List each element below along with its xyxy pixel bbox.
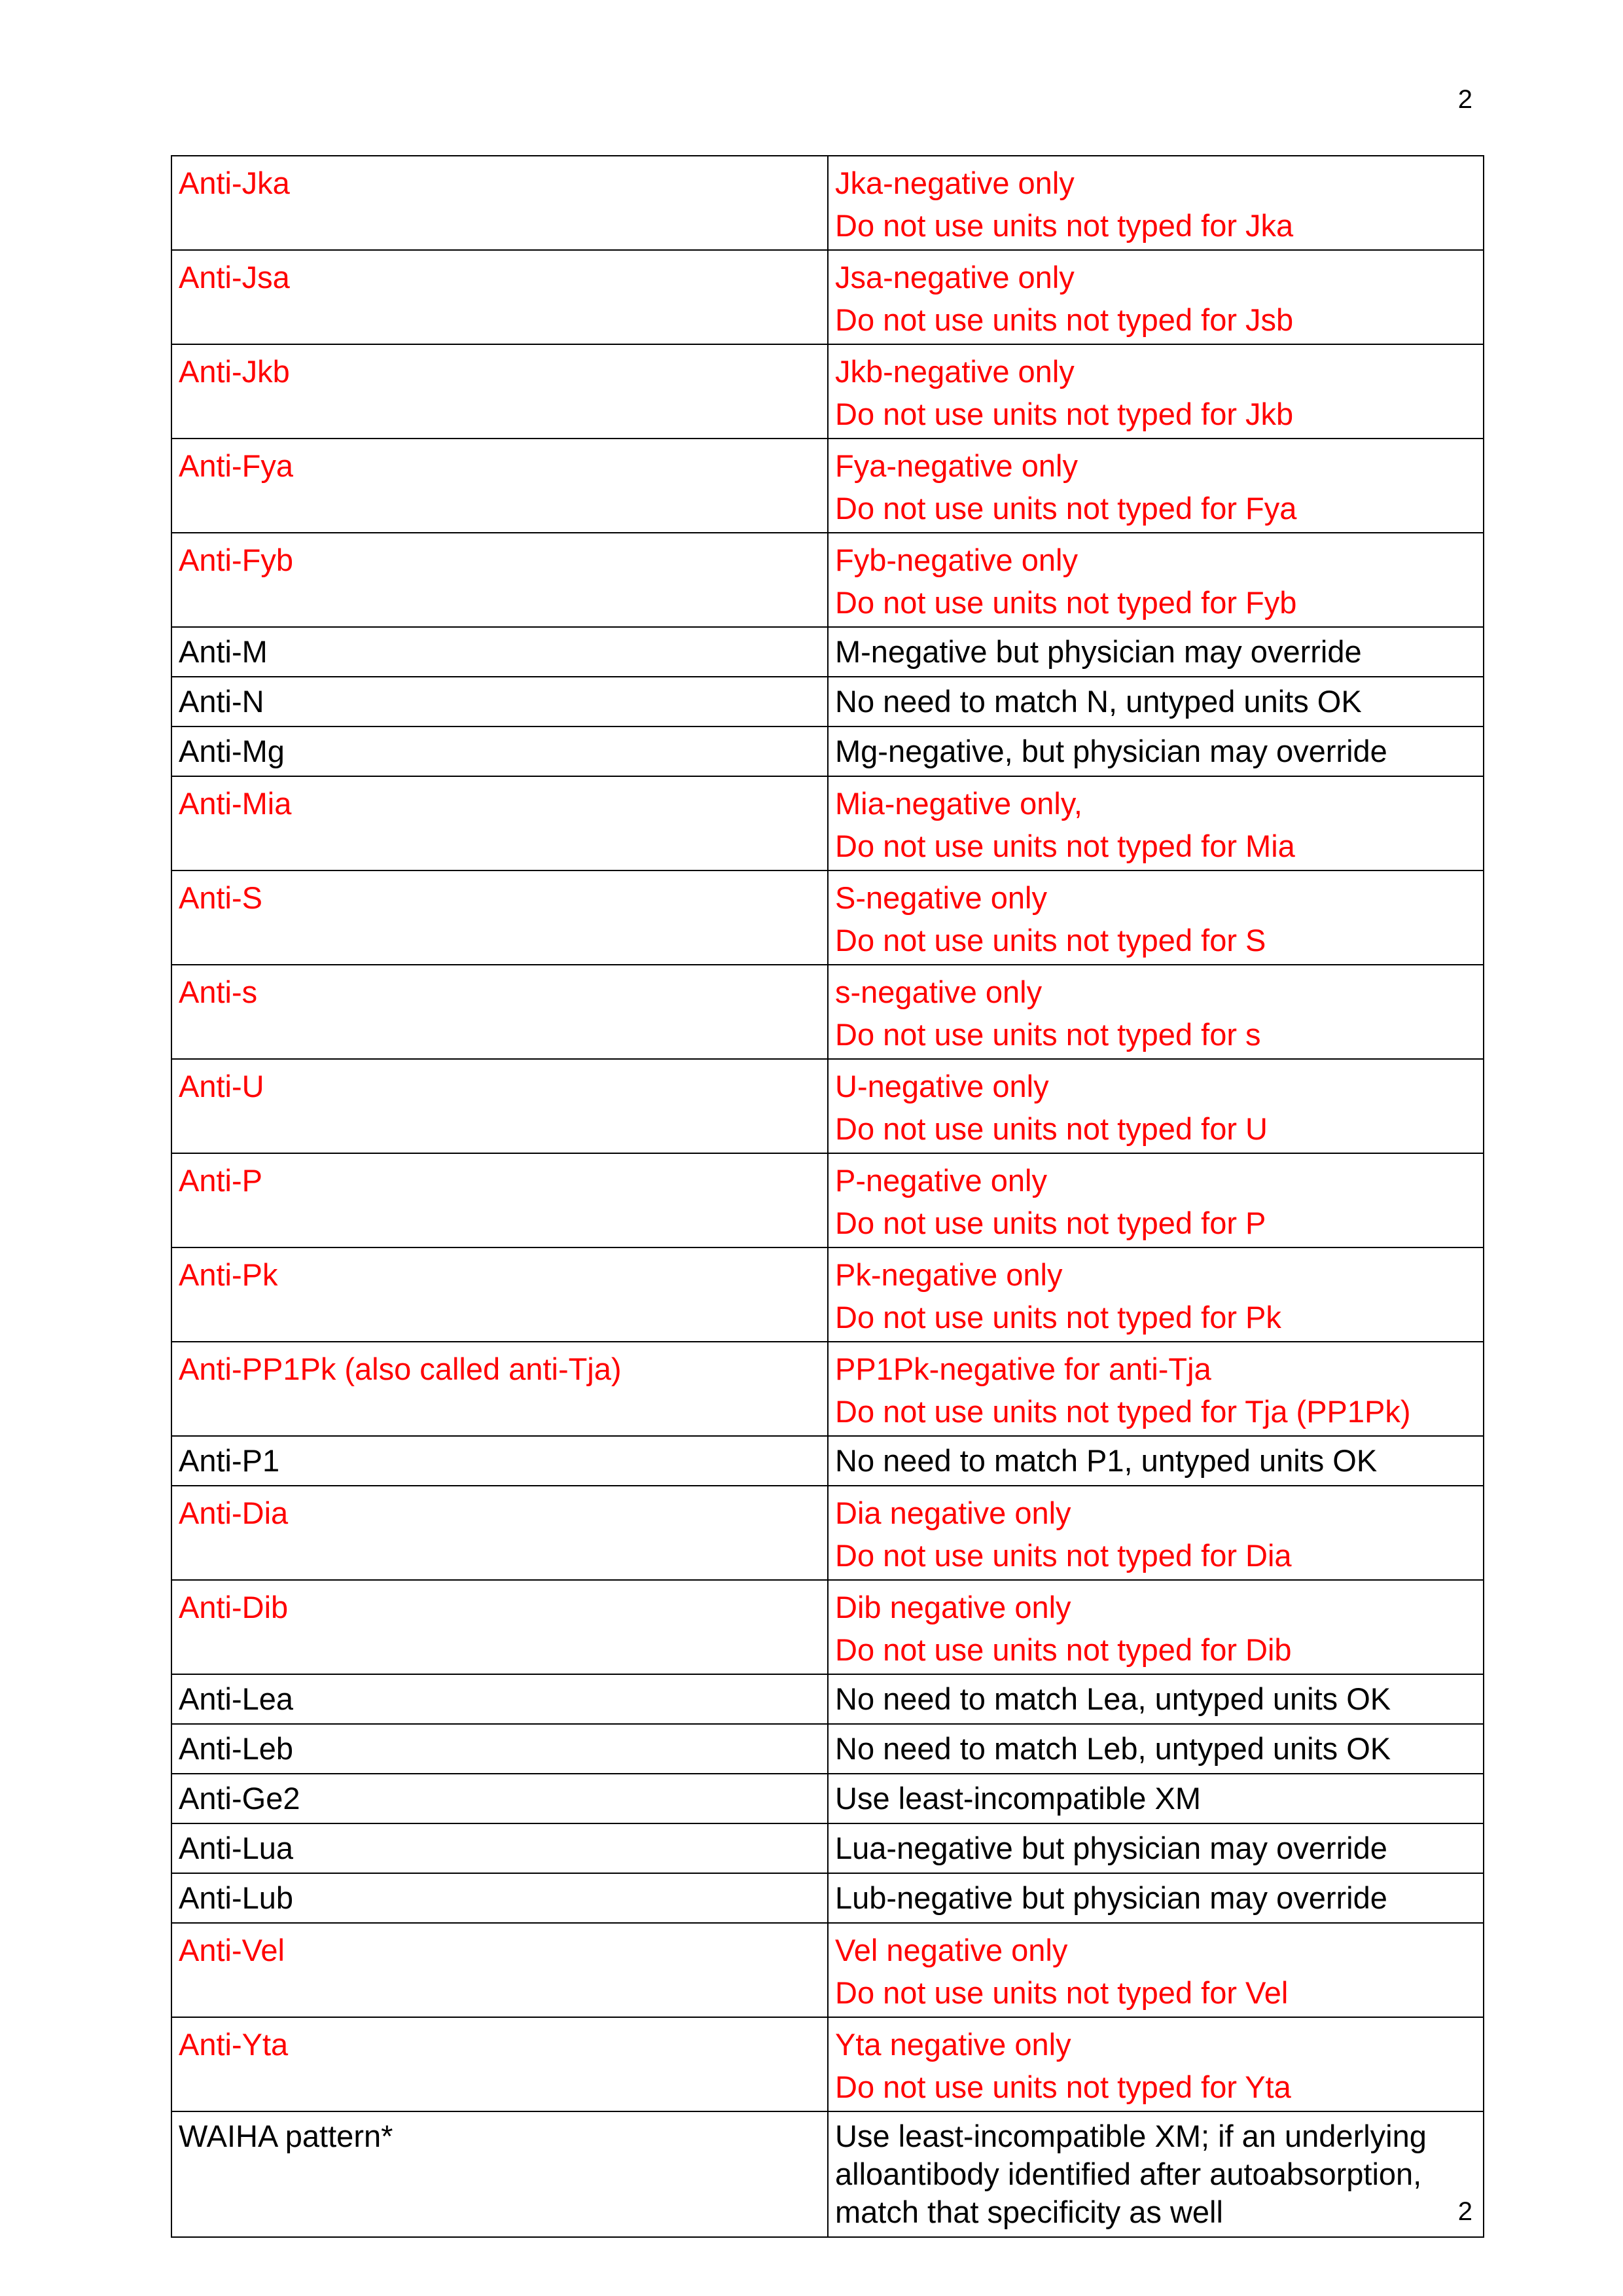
antibody-cell: [171, 726, 828, 776]
table-row: [171, 1486, 1484, 1580]
requirement-cell: [828, 726, 1484, 776]
table-row: [171, 1823, 1484, 1873]
antibody-cell: [171, 533, 828, 627]
antibody-name: Anti-Fyb: [179, 543, 293, 577]
requirement-cell: [828, 965, 1484, 1059]
requirement-cell: [828, 677, 1484, 726]
requirement-line: Dib negative only: [835, 1590, 1071, 1624]
requirement-line: match that specificity as well: [835, 2195, 1223, 2229]
requirement-line: Mia-negative only,: [835, 786, 1082, 821]
table-row: [171, 1923, 1484, 2017]
requirement-line: Jsa-negative only: [835, 260, 1075, 295]
requirement-line: Use least-incompatible XM: [835, 1781, 1201, 1816]
table-row: [171, 250, 1484, 344]
antibody-cell: [171, 965, 828, 1059]
requirement-line: PP1Pk-negative for anti-Tja: [835, 1352, 1211, 1386]
antibody-name: Anti-N: [179, 684, 264, 719]
antibody-name: WAIHA pattern*: [179, 2119, 393, 2153]
table-row: [171, 1674, 1484, 1724]
requirement-cell: [828, 1724, 1484, 1774]
requirement-cell: [828, 1247, 1484, 1342]
antibody-cell: [171, 344, 828, 439]
antibody-cell: [171, 627, 828, 677]
antibody-name: Anti-Lea: [179, 1681, 294, 1716]
antibody-cell: [171, 677, 828, 726]
antibody-cell: [171, 156, 828, 250]
antibody-name: Anti-P: [179, 1163, 262, 1198]
table-row: [171, 1580, 1484, 1674]
requirement-line: M-negative but physician may override: [835, 634, 1362, 669]
antibody-cell: [171, 2017, 828, 2111]
antibody-name: Anti-U: [179, 1069, 264, 1103]
antibody-cell: [171, 1342, 828, 1436]
requirement-line: No need to match N, untyped units OK: [835, 684, 1362, 719]
requirement-cell: [828, 1873, 1484, 1923]
table-row: [171, 627, 1484, 677]
table-row: [171, 533, 1484, 627]
requirement-cell: [828, 627, 1484, 677]
table-row: [171, 1873, 1484, 1923]
requirement-cell: [828, 1486, 1484, 1580]
antibody-name: Anti-Vel: [179, 1933, 285, 1967]
requirement-cell: [828, 776, 1484, 870]
antibody-name: Anti-Mg: [179, 734, 285, 768]
table-row: [171, 1342, 1484, 1436]
requirement-line: Do not use units not typed for Vel: [835, 1975, 1289, 2010]
requirement-cell: [828, 1342, 1484, 1436]
antibody-cell: [171, 1580, 828, 1674]
requirement-line: Use least-incompatible XM; if an underlying: [835, 2119, 1427, 2153]
antibody-name: Anti-s: [179, 975, 258, 1009]
antibody-name: Anti-S: [179, 880, 262, 915]
requirement-line: Do not use units not typed for S: [835, 923, 1266, 958]
requirement-line: P-negative only: [835, 1163, 1047, 1198]
requirement-line: Do not use units not typed for Jka: [835, 208, 1294, 243]
antibody-cell: [171, 1059, 828, 1153]
table-row: [171, 726, 1484, 776]
antibody-cell: [171, 1153, 828, 1247]
requirement-line: U-negative only: [835, 1069, 1049, 1103]
antibody-cell: [171, 1873, 828, 1923]
antibody-name: Anti-PP1Pk (also called anti-Tja): [179, 1352, 622, 1386]
page-number-top: 2: [1457, 85, 1472, 114]
requirement-line: Fyb-negative only: [835, 543, 1078, 577]
antibody-name: Anti-Leb: [179, 1731, 294, 1766]
antibody-cell: [171, 1436, 828, 1486]
requirement-line: No need to match Lea, untyped units OK: [835, 1681, 1391, 1716]
requirement-line: No need to match Leb, untyped units OK: [835, 1731, 1391, 1766]
antibody-name: Anti-Ge2: [179, 1781, 300, 1816]
requirement-cell: [828, 1923, 1484, 2017]
requirement-line: Fya-negative only: [835, 448, 1078, 483]
requirement-cell: [828, 1059, 1484, 1153]
table-row: [171, 344, 1484, 439]
antibody-cell: [171, 1923, 828, 2017]
requirement-line: Lub-negative but physician may override: [835, 1880, 1387, 1915]
requirement-cell: [828, 250, 1484, 344]
antibody-name: Anti-M: [179, 634, 268, 669]
antibody-name: Anti-Pk: [179, 1257, 278, 1292]
requirement-line: Do not use units not typed for U: [835, 1111, 1268, 1146]
table-row: [171, 965, 1484, 1059]
antibody-cell: [171, 1674, 828, 1724]
requirement-cell: [828, 533, 1484, 627]
antibody-cell: [171, 2111, 828, 2237]
table-row: [171, 156, 1484, 250]
antibody-name: Anti-Dib: [179, 1590, 289, 1624]
requirement-cell: [828, 1774, 1484, 1823]
requirement-line: Do not use units not typed for Fyb: [835, 585, 1297, 620]
requirement-line: Do not use units not typed for Yta: [835, 2070, 1291, 2104]
requirement-line: Jka-negative only: [835, 166, 1075, 200]
requirement-line: Do not use units not typed for Tja (PP1Pk): [835, 1394, 1411, 1429]
antibody-cell: [171, 1774, 828, 1823]
requirement-line: Do not use units not typed for P: [835, 1206, 1266, 1240]
table-row: [171, 776, 1484, 870]
table-row: [171, 1247, 1484, 1342]
requirement-line: Do not use units not typed for s: [835, 1017, 1261, 1052]
requirement-line: alloantibody identified after autoabsorption,: [835, 2157, 1422, 2191]
antibody-name: Anti-Jsa: [179, 260, 290, 295]
requirement-line: Do not use units not typed for Fya: [835, 491, 1297, 526]
antibody-requirements-table: [171, 155, 1484, 2238]
antibody-cell: [171, 250, 828, 344]
antibody-cell: [171, 1247, 828, 1342]
requirement-line: No need to match P1, untyped units OK: [835, 1443, 1378, 1478]
requirement-cell: [828, 1153, 1484, 1247]
requirement-cell: [828, 1674, 1484, 1724]
requirement-line: Yta negative only: [835, 2027, 1071, 2062]
antibody-name: Anti-Jkb: [179, 354, 290, 389]
table-row: [171, 2017, 1484, 2111]
antibody-name: Anti-Dia: [179, 1496, 289, 1530]
antibody-cell: [171, 1823, 828, 1873]
requirement-cell: [828, 870, 1484, 965]
requirement-line: Jkb-negative only: [835, 354, 1075, 389]
table-row: [171, 677, 1484, 726]
antibody-name: Anti-Lub: [179, 1880, 294, 1915]
table-row: [171, 1153, 1484, 1247]
requirement-cell: [828, 344, 1484, 439]
antibody-name: Anti-Jka: [179, 166, 290, 200]
requirement-line: Do not use units not typed for Jkb: [835, 397, 1294, 431]
requirement-line: Do not use units not typed for Dia: [835, 1538, 1292, 1573]
requirement-cell: [828, 2111, 1484, 2237]
page-number-bottom: 2: [1457, 2197, 1472, 2226]
requirement-cell: [828, 1580, 1484, 1674]
antibody-cell: [171, 439, 828, 533]
table-row: [171, 1724, 1484, 1774]
antibody-name: Anti-Fya: [179, 448, 293, 483]
antibody-cell: [171, 1486, 828, 1580]
requirement-line: s-negative only: [835, 975, 1043, 1009]
requirement-line: Do not use units not typed for Dib: [835, 1632, 1292, 1667]
table-row: [171, 1059, 1484, 1153]
requirement-cell: [828, 156, 1484, 250]
table-row: [171, 870, 1484, 965]
requirement-cell: [828, 1823, 1484, 1873]
antibody-cell: [171, 870, 828, 965]
requirement-line: Vel negative only: [835, 1933, 1068, 1967]
requirement-line: Dia negative only: [835, 1496, 1071, 1530]
table-row: [171, 1774, 1484, 1823]
antibody-name: Anti-Lua: [179, 1831, 294, 1865]
requirement-line: Do not use units not typed for Mia: [835, 829, 1295, 863]
antibody-name: Anti-P1: [179, 1443, 280, 1478]
antibody-cell: [171, 776, 828, 870]
table-row: [171, 439, 1484, 533]
requirement-cell: [828, 2017, 1484, 2111]
requirement-cell: [828, 1436, 1484, 1486]
antibody-name: Anti-Mia: [179, 786, 292, 821]
antibody-cell: [171, 1724, 828, 1774]
table-row: [171, 1436, 1484, 1486]
requirement-line: Do not use units not typed for Jsb: [835, 302, 1294, 337]
table-row: [171, 2111, 1484, 2237]
requirement-line: Do not use units not typed for Pk: [835, 1300, 1281, 1335]
requirement-line: Lua-negative but physician may override: [835, 1831, 1387, 1865]
antibody-name: Anti-Yta: [179, 2027, 289, 2062]
requirement-line: S-negative only: [835, 880, 1047, 915]
requirement-line: Pk-negative only: [835, 1257, 1063, 1292]
requirement-line: Mg-negative, but physician may override: [835, 734, 1387, 768]
table-body: [171, 156, 1484, 2237]
requirement-cell: [828, 439, 1484, 533]
